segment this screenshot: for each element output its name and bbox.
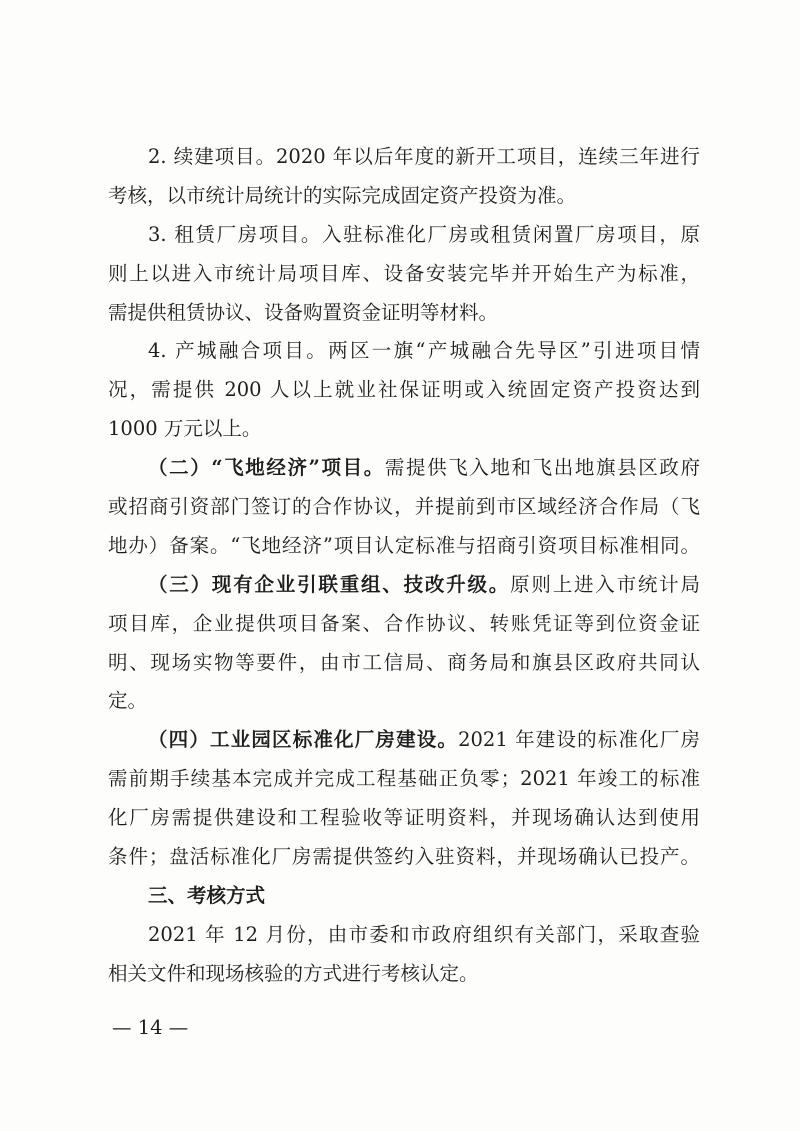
text-segment: 原则上进入市统计局 [510,572,700,596]
text-line: 项目库，企业提供项目备案、合作协议、转账凭证等到位资金证 [108,611,700,635]
text-line: 需前期手续基本完成并完成工程基础正负零；2021 年竣工的标准 [108,767,700,791]
text-line: 条件；盘活标准化厂房需提供签约入驻资料，并现场确认已投产。 [108,845,700,869]
text-line: 或招商引资部门签订的合作协议，并提前到市区域经济合作局（飞 [108,495,700,519]
text-line: 则上以进入市统计局项目库、设备安装完毕并开始生产为标准， [108,261,700,285]
text-line [108,721,700,760]
text-line: 况，需提供 200 人以上就业社保证明或入统固定资产投资达到 [108,378,700,402]
text-line: 定。 [108,689,148,713]
paragraph-enclave-economy [108,449,700,566]
section-heading: 三、考核方式 [148,883,266,907]
text-line: 2021 年 12 月份，由市委和市政府组织有关部门，采取查验 [148,922,700,946]
subsection-heading: （二）“飞地经济”项目。 [148,456,385,480]
subsection-heading: （四）工业园区标准化厂房建设。 [148,728,459,752]
text-line: 明、现场实物等要件，由市工信局、商务局和旗县区政府共同认 [108,650,700,674]
text-line: 4. 产城融合项目。两区一旗“产城融合先导区”引进项目情 [148,339,700,363]
text-line: 地办）备案。“飞地经济”项目认定标准与招商引资项目标准相同。 [108,533,700,557]
text-segment: 需提供飞入地和飞出地旗县区政府 [384,456,700,480]
document-body [108,138,700,994]
paragraph-standard-factory-construction [108,721,700,877]
paragraph-leased-factory-projects [108,216,700,333]
paragraph-continuing-projects [108,138,700,216]
page-number: — 14 — [112,1016,189,1039]
paragraph-enterprise-restructuring [108,566,700,722]
text-line: 相关文件和现场核验的方式进行考核认定。 [108,961,479,985]
text-segment: 2021 年建设的标准化厂房 [458,728,700,752]
paragraph-industry-city-integration [108,332,700,449]
text-line [108,449,700,488]
text-line: 3. 租赁厂房项目。入驻标准化厂房或租赁闲置厂房项目，原 [148,222,700,246]
text-line: 考核，以市统计局统计的实际完成固定资产投资为准。 [108,183,577,207]
text-line: 2. 续建项目。2020 年以后年度的新开工项目，连续三年进行 [148,145,700,168]
subsection-heading: （三）现有企业引联重组、技改升级。 [148,572,511,596]
text-line: 需提供租赁协议、设备购置资金证明等材料。 [108,300,499,324]
paragraph-assessment-method [108,916,700,994]
text-line: 1000 万元以上。 [108,417,262,441]
text-line [108,566,700,605]
text-line: 化厂房需提供建设和工程验收等证明资料，并现场确认达到使用 [108,806,700,830]
